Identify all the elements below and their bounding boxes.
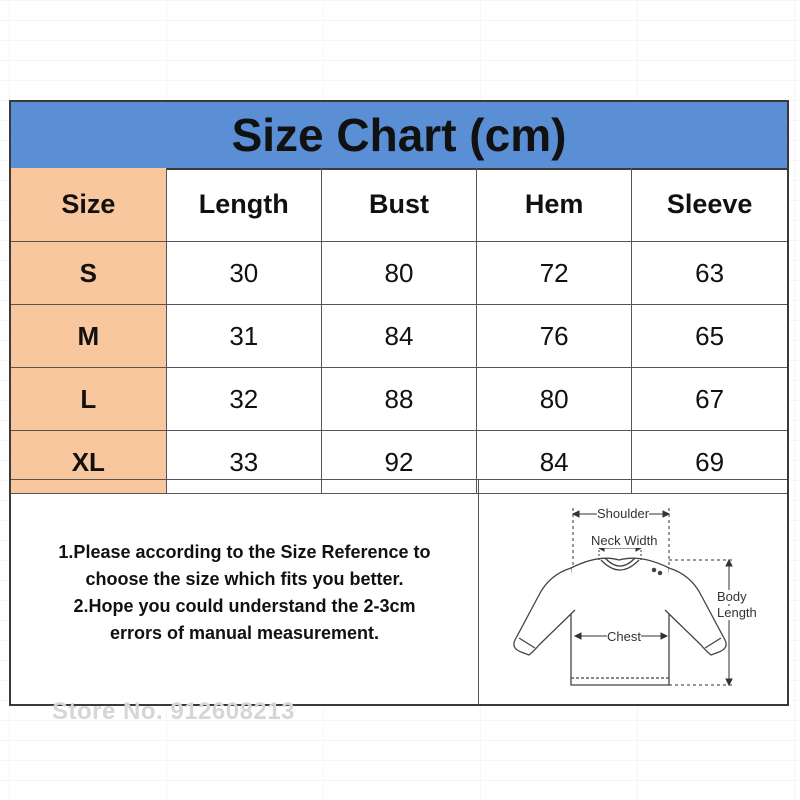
note-line: choose the size which fits you better. — [85, 568, 404, 589]
shoulder-label: Shoulder — [597, 506, 650, 521]
cell-sleeve: 65 — [632, 305, 787, 368]
note-line: errors of manual measurement. — [109, 622, 380, 643]
header-hem: Hem — [477, 168, 632, 242]
header-length: Length — [166, 168, 321, 242]
header-bust: Bust — [321, 168, 476, 242]
cell-sleeve: 63 — [632, 242, 787, 305]
cell-hem: 72 — [477, 242, 632, 305]
cell-bust: 84 — [321, 305, 476, 368]
cell-hem: 84 — [477, 431, 632, 494]
header-size: Size — [11, 168, 166, 242]
table-header-row — [11, 168, 787, 242]
size-table — [11, 168, 787, 494]
chest-label: Chest — [607, 629, 641, 644]
cell-size: XL — [11, 431, 166, 494]
cell-sleeve: 67 — [632, 368, 787, 431]
measurement-diagram — [479, 480, 787, 705]
note-line: 2.Hope you could understand the 2-3cm — [73, 595, 416, 616]
size-chart — [9, 100, 789, 706]
neck-width-label: Neck Width — [591, 533, 658, 548]
length-label: Length — [717, 605, 757, 620]
table-row — [11, 368, 787, 431]
cell-size: L — [11, 368, 166, 431]
cell-sleeve: 69 — [632, 431, 787, 494]
table-row — [11, 242, 787, 305]
cell-bust: 88 — [321, 368, 476, 431]
cell-length: 30 — [166, 242, 321, 305]
header-sleeve: Sleeve — [632, 168, 787, 242]
measurement-notes — [11, 480, 479, 705]
store-watermark: Store No. 912608213 — [52, 698, 295, 725]
cell-bust: 92 — [321, 431, 476, 494]
cell-hem: 76 — [477, 305, 632, 368]
table-row — [11, 305, 787, 368]
cell-length: 33 — [166, 431, 321, 494]
cell-hem: 80 — [477, 368, 632, 431]
chart-title: Size Chart (cm) — [11, 102, 787, 170]
cell-size: S — [11, 242, 166, 305]
bottom-section — [11, 479, 787, 705]
note-line: 1.Please according to the Size Reference to — [58, 541, 431, 562]
cell-length: 32 — [166, 368, 321, 431]
body-label: Body — [717, 589, 747, 604]
cell-bust: 80 — [321, 242, 476, 305]
cell-length: 31 — [166, 305, 321, 368]
cell-size: M — [11, 305, 166, 368]
